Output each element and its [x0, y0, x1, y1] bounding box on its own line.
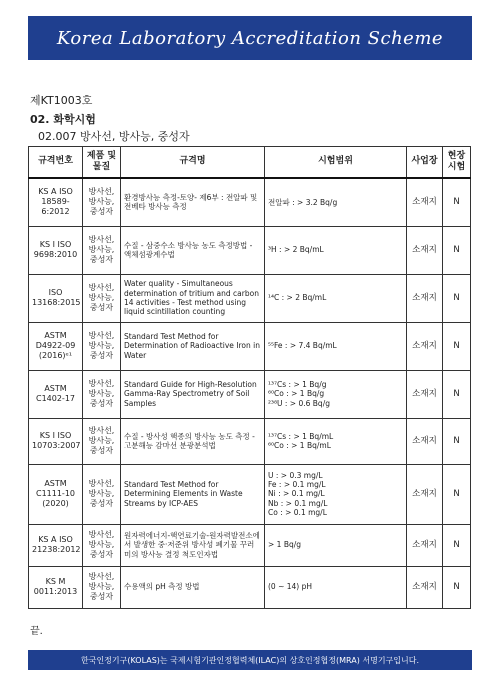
end-mark: 끝. [30, 626, 43, 637]
table-row [29, 178, 471, 226]
cell-standard-name: 수질 - 방사성 핵종의 방사능 농도 측정 - 고분해능 감마선 분광분석법 [121, 418, 265, 464]
cell-standard-name: Standard Guide for High-Resolution Gamma-Ray Spectrometry of Soil Samples [121, 370, 265, 418]
range-line: ⁶⁰Co : > 1 Bq/mL [268, 441, 331, 450]
table-row [29, 274, 471, 322]
cell-range [265, 370, 407, 418]
table-row [29, 370, 471, 418]
cell-standard-no: KS A ISO 18589-6:2012 [29, 178, 83, 226]
header-standard-no: 규격번호 [29, 147, 83, 179]
range-line: U : > 0.3 mg/L [268, 470, 323, 480]
range-line: ⁶⁰Co : > 1 Bq/g [268, 389, 325, 399]
footer-bar [28, 650, 472, 670]
header-place: 사업장 [407, 147, 443, 179]
cell-product: 방사선, 방사능, 중성자 [83, 274, 121, 322]
cell-standard-name: 원자력에너지-핵연료기술-원자력발전소에서 발생한 중·저준위 방사성 폐기물 꾸러미의 방사능 결정 척도인자법 [121, 524, 265, 566]
cell-product: 방사선, 방사능, 중성자 [83, 418, 121, 464]
cell-standard-name: Water quality - Simultaneous determination of tritium and carbon 14 activities - Test method using liquid scintillation counting [121, 274, 265, 322]
cell-standard-no: KS A ISO 21238:2012 [29, 524, 83, 566]
cell-onsite: N [443, 370, 471, 418]
table-row [29, 566, 471, 608]
document-number: 제KT1003호 [30, 94, 93, 107]
table-row [29, 464, 471, 524]
cell-standard-no: ISO 13168:2015 [29, 274, 83, 322]
range-line: Co : > 0.1 mg/L [268, 508, 327, 518]
header-standard-name: 규격명 [121, 147, 265, 179]
cell-product: 방사선, 방사능, 중성자 [83, 524, 121, 566]
range-line: > 1 Bq/g [268, 540, 302, 550]
cell-standard-no: KS I ISO 10703:2007 [29, 418, 83, 464]
cell-range [265, 418, 407, 464]
range-line: Ni : > 0.1 mg/L [268, 489, 325, 499]
cell-range [265, 322, 407, 370]
cell-range [265, 566, 407, 608]
table-row [29, 418, 471, 464]
cell-standard-name: Standard Test Method for Determining Elements in Waste Streams by ICP-AES [121, 464, 265, 524]
range-line: ¹³⁷Cs : > 1 Bq/mL [268, 431, 334, 441]
cell-standard-no: KS I ISO 9698:2010 [29, 226, 83, 274]
range-line: ³H : > 2 Bq/mL [268, 245, 324, 255]
cell-onsite: N [443, 524, 471, 566]
footer-text: 한국인정기구(KOLAS)는 국제시험기관인정협력체(ILAC)의 상호인정협정(MRA) 서명기구입니다. [80, 655, 419, 665]
cell-place: 소재지 [407, 274, 443, 322]
cell-place: 소재지 [407, 464, 443, 524]
cell-standard-no: KS M 0011:2013 [29, 566, 83, 608]
cell-standard-name: 수질 - 삼중수소 방사능 농도 측정방법 - 액체섬광계수법 [121, 226, 265, 274]
subsection-title: 02.007 방사선, 방사능, 중성자 [38, 130, 190, 143]
cell-onsite: N [443, 226, 471, 274]
cell-onsite: N [443, 322, 471, 370]
cell-onsite: N [443, 464, 471, 524]
header-range: 시험범위 [265, 147, 407, 179]
range-line: ¹³⁷Cs : > 1 Bq/g [268, 379, 327, 389]
accreditation-scope-table [28, 146, 471, 609]
header-product: 제품 및 물질 [83, 147, 121, 179]
header-onsite: 현장 시험 [443, 147, 471, 179]
cell-standard-name: 수용액의 pH 측정 방법 [121, 566, 265, 608]
cell-standard-name: Standard Test Method for Determination of Radioactive Iron in Water [121, 322, 265, 370]
cell-place: 소재지 [407, 524, 443, 566]
cell-product: 방사선, 방사능, 중성자 [83, 566, 121, 608]
range-line: (0 ~ 14) pH [268, 582, 313, 592]
section-title: 02. 화학시험 [30, 113, 96, 126]
header-banner [28, 16, 472, 60]
cell-product: 방사선, 방사능, 중성자 [83, 464, 121, 524]
range-line: ⁵⁵Fe : > 7.4 Bq/mL [268, 341, 337, 351]
table-row [29, 226, 471, 274]
cell-product: 방사선, 방사능, 중성자 [83, 322, 121, 370]
cell-place: 소재지 [407, 370, 443, 418]
cell-onsite: N [443, 274, 471, 322]
cell-standard-no: ASTM D4922-09 (2016)ᵉ¹ [29, 322, 83, 370]
cell-place: 소재지 [407, 226, 443, 274]
header-title: Korea Laboratory Accreditation Scheme [56, 27, 444, 49]
cell-onsite: N [443, 566, 471, 608]
cell-range [265, 274, 407, 322]
range-line: ²³⁸U : > 0.6 Bq/g [268, 398, 330, 408]
cell-standard-no: ASTM C1111-10 (2020) [29, 464, 83, 524]
table-row [29, 322, 471, 370]
table-row [29, 524, 471, 566]
cell-standard-name: 환경방사능 측정-토양- 제6부 : 전알파 및 전베타 방사능 측정 [121, 178, 265, 226]
cell-place: 소재지 [407, 418, 443, 464]
cell-place: 소재지 [407, 178, 443, 226]
range-line: ¹⁴C : > 2 Bq/mL [268, 293, 327, 303]
cell-range [265, 178, 407, 226]
range-line: Nb : > 0.1 mg/L [268, 498, 328, 508]
range-line: 전알파 : > 3.2 Bq/g [268, 197, 338, 207]
cell-place: 소재지 [407, 566, 443, 608]
cell-range [265, 464, 407, 524]
cell-standard-no: ASTM C1402-17 [29, 370, 83, 418]
cell-product: 방사선, 방사능, 중성자 [83, 178, 121, 226]
cell-range [265, 226, 407, 274]
table-header-row [29, 147, 471, 179]
cell-onsite: N [443, 178, 471, 226]
cell-product: 방사선, 방사능, 중성자 [83, 370, 121, 418]
cell-range [265, 524, 407, 566]
cell-onsite: N [443, 418, 471, 464]
range-line: Fe : > 0.1 mg/L [268, 479, 326, 489]
cell-product: 방사선, 방사능, 중성자 [83, 226, 121, 274]
cell-place: 소재지 [407, 322, 443, 370]
